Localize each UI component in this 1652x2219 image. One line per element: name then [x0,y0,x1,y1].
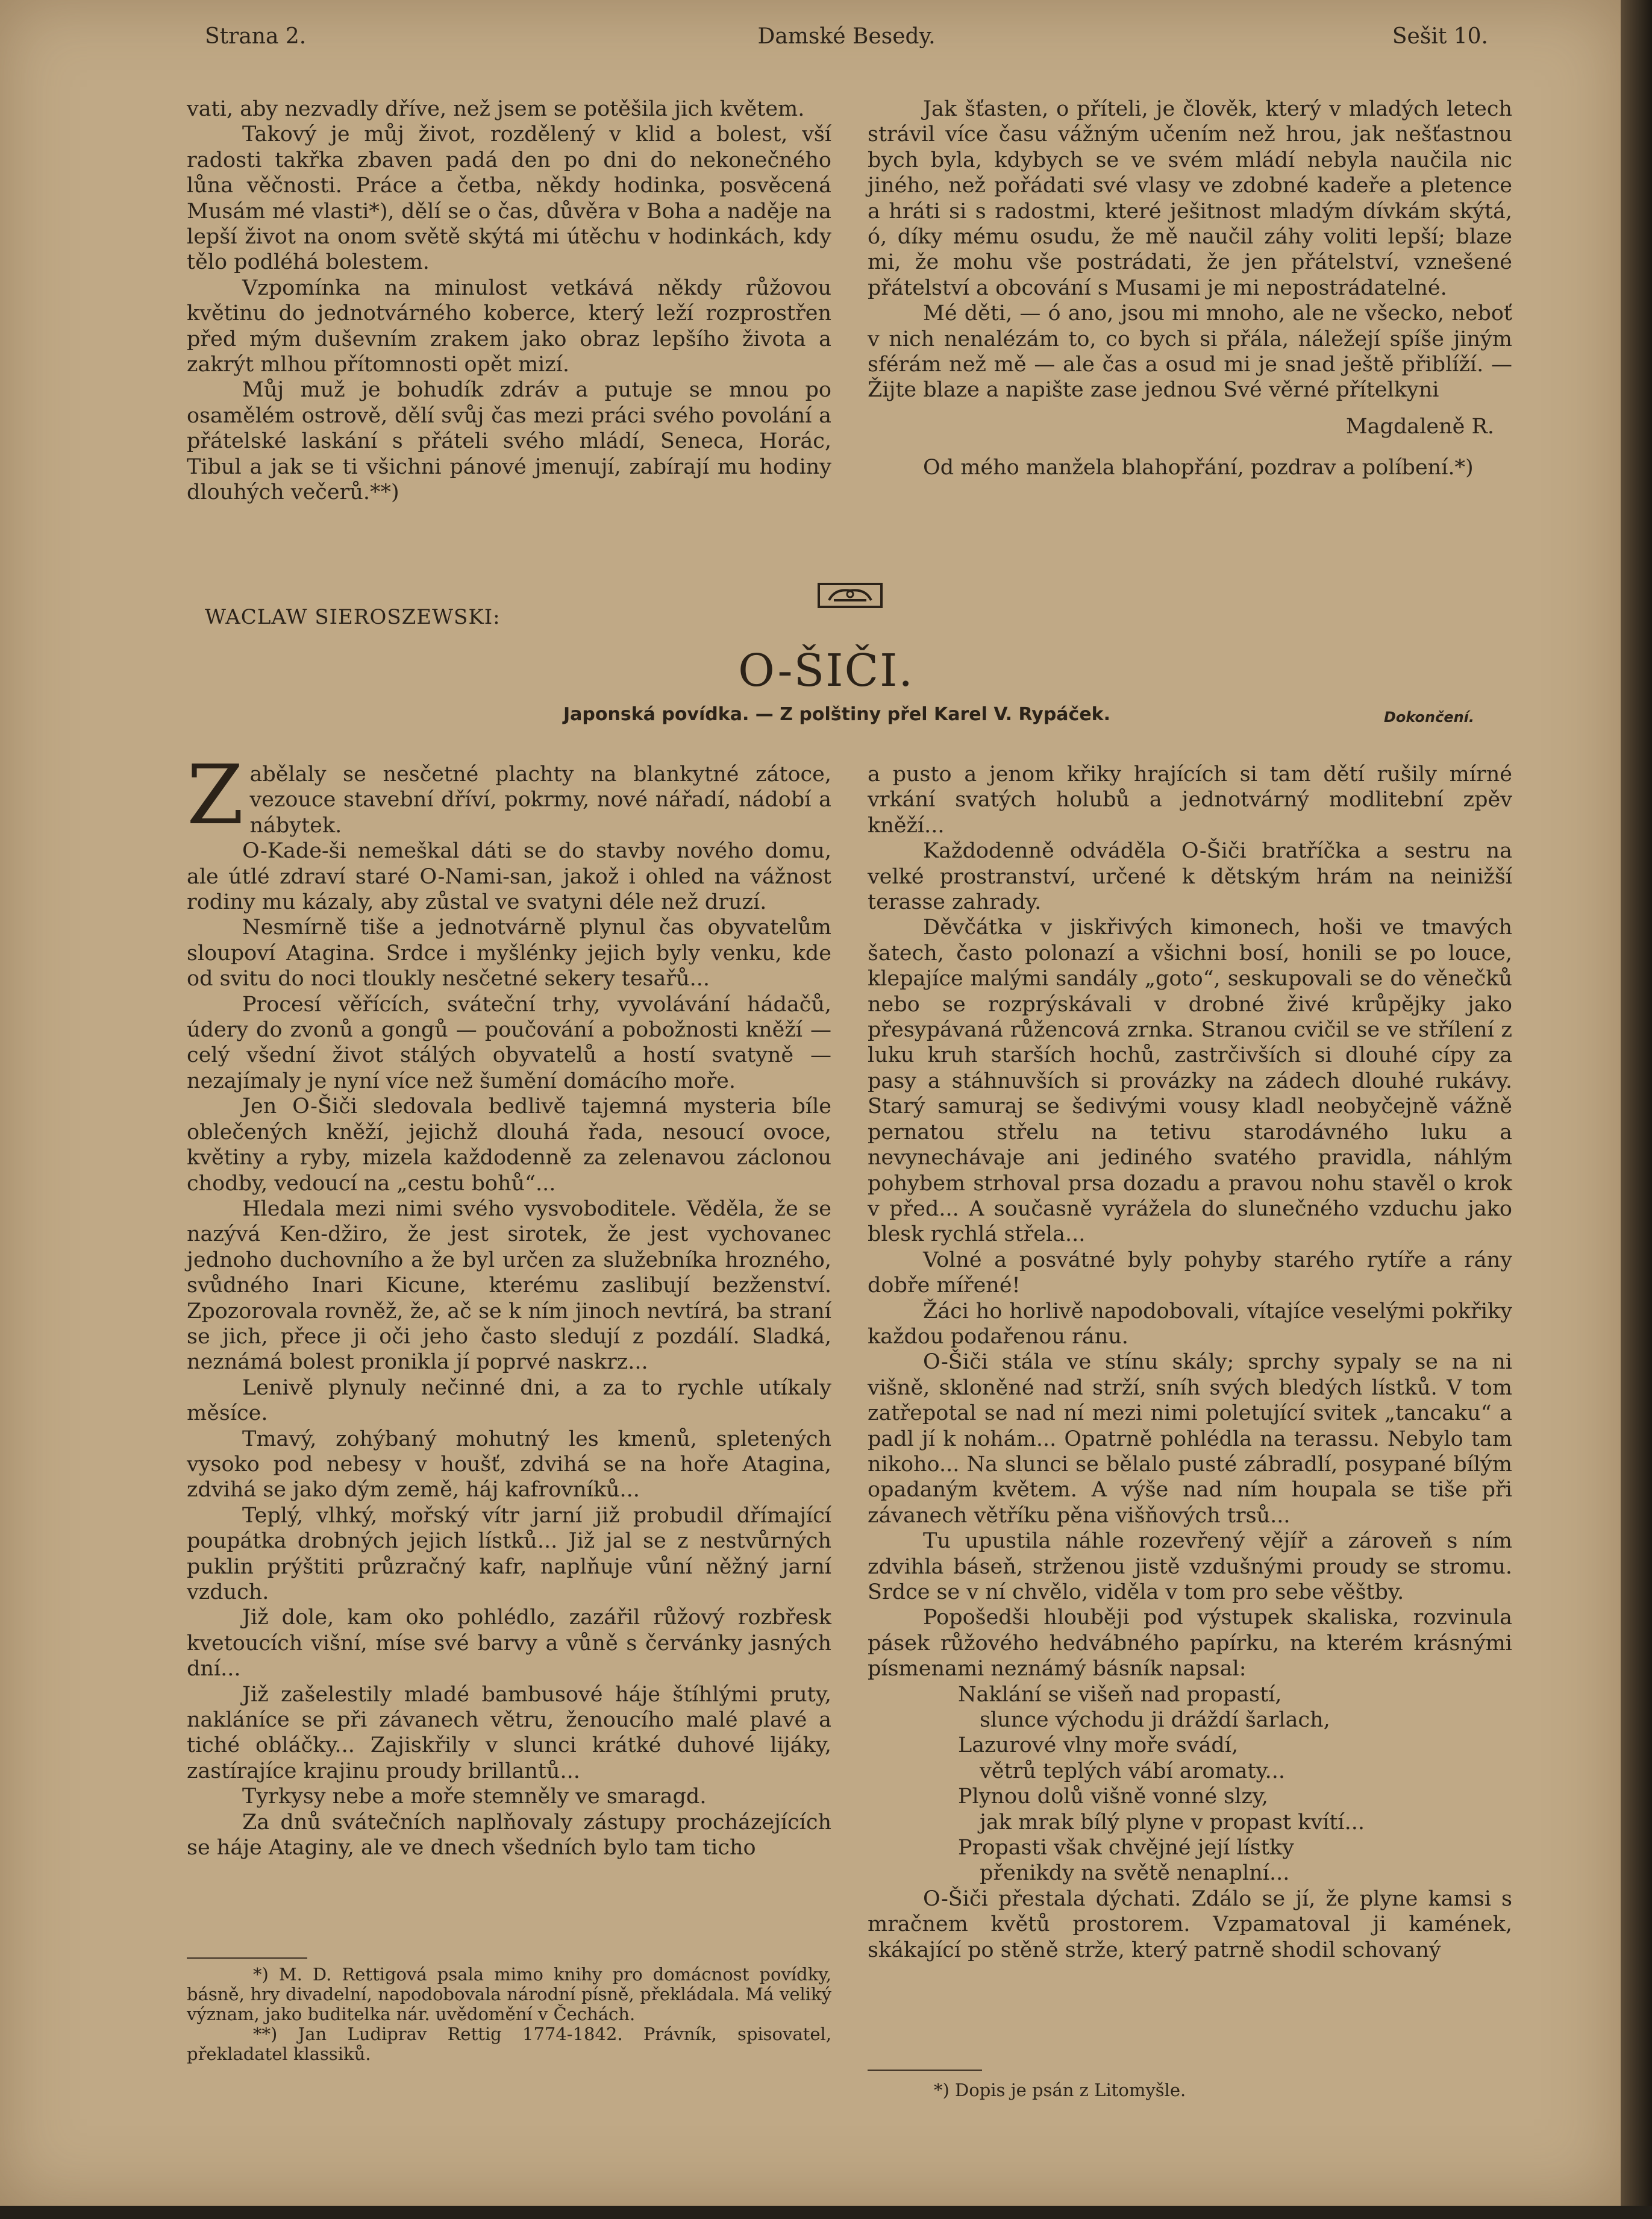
story-column-right [868,762,1512,1963]
story-paragraph: a pusto a jenom křiky hrajících si tam dětí rušily mírné vrkání svatých holubů a jednotvárný modlitební zpěv kněží... [868,762,1512,838]
poem-line: Lazurové vlny moře svádí, [958,1733,1239,1758]
letter-paragraph: Takový je můj život, rozdělený v klid a bolest, vší radosti takřka zbaven padá den po dni do nekonečného lůna věčnosti. Práce a četba, někdy hodinka, posvěcená Musám mé vlasti*), dělí se o čas, důvěra v Boha a naděje na lepší život na onom světě skýtá mi útěchu v hodinkách, kdy tělo podléhá bolestem. [187,122,831,275]
story-paragraph: Hledala mezi nimi svého vysvoboditele. Věděla, že se nazývá Ken-džiro, že jest sirotek, že jest vychovanec jednoho duchovního a že byl určen za služebníka hrozného, svůdného Inari Kicune, kterému zaslibují bezženství. Zpozorovala rovněž, že, ač se k ním jinoch nevtírá, ba straní se jich, přece ji oči jeho často sledují z pozdálí. Sladká, neznámá bolest pronikla jí poprvé naskrz... [187,1196,831,1375]
poem-line: Propasti však chvějné její lístky [958,1836,1294,1860]
poem-line: větrů teplých vábí aromaty... [980,1759,1286,1783]
story-paragraph: O-Kade-ši nemeškal dáti se do stavby nového domu, ale útlé zdraví staré O-Nami-san, jakož i ohled na vážnost rodiny mu kázaly, aby zůstal ve svatyni déle než druzí. [187,839,831,915]
story-title: O-ŠIČI. [738,645,914,697]
footnote: **) Jan Ludiprav Rettig 1774-1842. Právník, spisovatel, překladatel klassiků. [187,2024,831,2064]
story-paragraph: Tyrkysy nebe a moře stemněly ve smaragd. [242,1784,707,1809]
footnote-divider [868,2070,982,2071]
poem-line: jak mrak bílý plyne v propast kvítí... [980,1810,1365,1835]
scan-edge-shadow [1621,0,1652,2219]
page-header [205,24,1488,60]
story-paragraph: Za dnů svátečních naplňovaly zástupy procházejících se háje Ataginy, ale ve dnech všedních bylo tam ticho [187,1810,831,1860]
story-paragraph [187,748,831,843]
poem-line: Naklání se višeň nad propastí, [958,1682,1282,1707]
story-paragraph: Tmavý, zohýbaný mohutný les kmenů, spletených vysoko pod nebesy v houšť, zdvihá se na hoře Atagina, zdvihá se jako dým země, háj kafrovníků... [187,1426,831,1502]
inkwell-ornament-icon [817,582,883,609]
letter-column-right [868,96,1512,481]
first-paragraph-text: abělaly se nesčetné plachty na blankytné zátoce, vezouce stavební dříví, pokrmy, nové nářadí, nádobí a nábytek. [249,762,831,838]
issue-number: Sešit 10. [1392,24,1488,49]
letter-paragraph: Jak šťasten, o příteli, je člověk, který v mladých letech strávil více času vážným učením než hrou, jak nešťastnou bych byla, kdybych se ve svém mládí nebyla naučila nic jiného, než pořádati své vlasy ve zdobné kadeře a pletence a hráti si s radostmi, které ješitnost mladým dívkám skýtá, ó, díky mému osudu, že mě naučil záhy voliti lepší; blaze mi, že mohu vše postrádati, že jen přátelství, vznešené přátelství a obcování s Musami je mi nepostrádatelné. [868,97,1512,300]
poem-line: slunce východu ji dráždí šarlach, [980,1708,1330,1733]
story-paragraph: Děvčátka v jiskřivých kimonech, hoši ve tmavých šatech, často polonazí a všichni bosí, honili se po louce, klepajíce malými sandály „goto“, seskupovali se do věnečků nebo se rozprýskávali v drobné živé krůpějky jako přesypávaná růžencová zrnka. Stranou cvičil se ve střílení z luku kruh starších hochů, zastrčivších si dlouhé cípy za pasy a stáhnuvších si provázky na zádech dlouhé rukávy. Starý samuraj se šedivými vousy kladl neobyčejně vážně pernatou střelu na tetivu starodávného luku a nevynechávaje ani jediného svatého pravidla, náhlým pohybem strhoval prsa dozadu a pravou nohu stavěl o krok v před... A současně vyrážela do slunečného vzduchu jako blesk rychlá střela... [868,915,1512,1247]
letter-closing: Od mého manžela blahopřání, pozdrav a políbení.*) [923,456,1474,480]
story-paragraph: Žáci ho horlivě napodobovali, vítajíce veselými pokřiky každou podařenou ránu. [868,1299,1512,1349]
footnote-divider [187,1957,307,1959]
story-paragraph: Teplý, vlhký, mořský vítr jarní již probudil dřímající poupátka drobných jejich lístků... Již jal se z nestvůrných puklin prýštiti průzračný kafr, naplňuje vůní něžný jarní vzduch. [187,1503,831,1604]
story-paragraph: O-Šiči stála ve stínu skály; sprchy sypaly se na ni višně, skloněné nad strží, sníh svých bledých lístků. V tom zatřepotal se nad ní mezi nimi poletující svitek „tancaku“ a padl jí k nohám... Opatrně pohlédla na terassu. Nebylo tam nikoho... Na slunci se bělalo pusté zábradlí, posypané bílým opadaným květem. A výše nad ním houpala se tiše při závanech větříku pěna višňových trsů... [868,1350,1512,1528]
story-paragraph: Již dole, kam oko pohlédlo, zazářil růžový rozbřesk kvetoucích višní, míse své barvy a vůně s červánky jasných dní... [187,1605,831,1681]
footnote: *) M. D. Rettigová psala mimo knihy pro domácnost povídky, básně, hry divadelní, napodobovala národní písně, překládala. Má veliký význam, jako buditelka nár. uvědomění v Čechách. [187,1964,831,2024]
letter-signature: Magdaleně R. [1345,414,1494,439]
story-paragraph: Nesmírně tiše a jednotvárně plynul čas obyvatelům sloupoví Atagina. Srdce i myšlénky jejich byly venku, kde od svitu do noci tloukly nesčetné sekery tesařů... [187,915,831,991]
periodical-title: Damské Besedy. [757,24,936,49]
poem [958,1682,1512,1886]
story-paragraph: Jen O-Šiči sledovala bedlivě tajemná mysteria bíle oblečených kněží, jejichž dlouhá řada, nesoucí ovoce, květiny a ryby, mizela každodenně za zelenavou záclonou chodby, vedoucí na „cestu bohů“... [187,1094,831,1196]
drop-cap: Z [187,748,244,843]
letter-column-left [187,96,831,506]
story-column-left [187,748,831,1860]
letter-paragraph: Vzpomínka na minulost vetkává někdy růžovou květinu do jednotvárného koberce, který leží rozprostřen před mým duševním zrakem jako obraz lepšího života a zakrýt mlhou přítomnosti opět mizí. [187,275,831,377]
poem-line: Plynou dolů višně vonné slzy, [958,1784,1269,1809]
story-paragraph: Lenivě plynuly nečinné dni, a za to rychle utíkaly měsíce. [187,1375,831,1426]
story-paragraph: Procesí věřících, sváteční trhy, vyvolávání hádačů, údery do zvonů a gongů — poučování a pobožnosti kněží — celý všední život stálých obyvatelů a hostí svatyně — nezajímaly je nyní více než šumění domácího moře. [187,992,831,1093]
poem-line: přenikdy na světě nenaplní... [980,1861,1290,1886]
story-paragraph: Tu upustila náhle rozevřený vějíř a zároveň s ním zdvihla báseň, strženou jistě vzdušnými proudy se stromu. Srdce se v ní chvělo, viděla v tom pro sebe věštby. [868,1529,1512,1604]
scan-bottom-edge [0,2206,1652,2219]
page-number: Strana 2. [205,24,307,49]
story-paragraph: Popošedši hlouběji pod výstupek skaliska, rozvinula pásek růžového hedvábného papírku, na kterém krásnými písmenami neznámý básník napsal: [868,1605,1512,1681]
continued-label: Dokončení. [1384,709,1475,726]
footnotes-right [868,2080,1512,2100]
story-paragraph: Již zašelestily mladé bambusové háje štíhlými pruty, nakláníce se při závanech větru, ženoucího malé plavé a tiché obláčky... Zajiskřily v slunci krátké duhové lijáky, zastírajíce krajinu proudy brillantů... [187,1682,831,1783]
letter-paragraph: Můj muž je bohudík zdráv a putuje se mnou po osamělém ostrově, dělí svůj čas mezi práci svého povolání a přátelské laskání s přáteli svého mládí, Seneca, Horác, Tibul a jak se ti všichni pánové jmenují, zabírají mu hodiny dlouhých večerů.**) [187,378,831,505]
letter-paragraph: vati, aby nezvadly dříve, než jsem se potěšila jich květem. [187,97,805,121]
story-paragraph: Volné a posvátné byly pohyby starého rytíře a rány dobře mířené! [868,1248,1512,1298]
footnotes-left [187,1965,831,2064]
letter-paragraph: Mé děti, — ó ano, jsou mi mnoho, ale ne všecko, neboť v nich nenalézám to, co bych si přála, náležejí spíše jiným sférám než mě — ale čas a osud mi je snad ještě přiblíží. — Žijte blaze a napište zase jednou Své věrné přítelkyni [868,301,1512,403]
story-paragraph: O-Šiči přestala dýchati. Zdálo se jí, že plyne kamsi s mračnem květů prostorem. Vzpamatoval ji kamének, skákající po stěně strže, který patrně shodil schovaný [868,1886,1512,1962]
footnote: *) Dopis je psán z Litomyšle. [934,2080,1186,2100]
story-author: WACLAW SIEROSZEWSKI: [205,605,501,629]
story-subtitle: Japonská povídka. — Z polštiny přel Karel V. Rypáček. [563,704,1111,725]
story-paragraph: Každodenně odváděla O-Šiči bratříčka a sestru na velké prostranství, určené k dětským hrám na neinižší terasse zahrady. [868,839,1512,915]
